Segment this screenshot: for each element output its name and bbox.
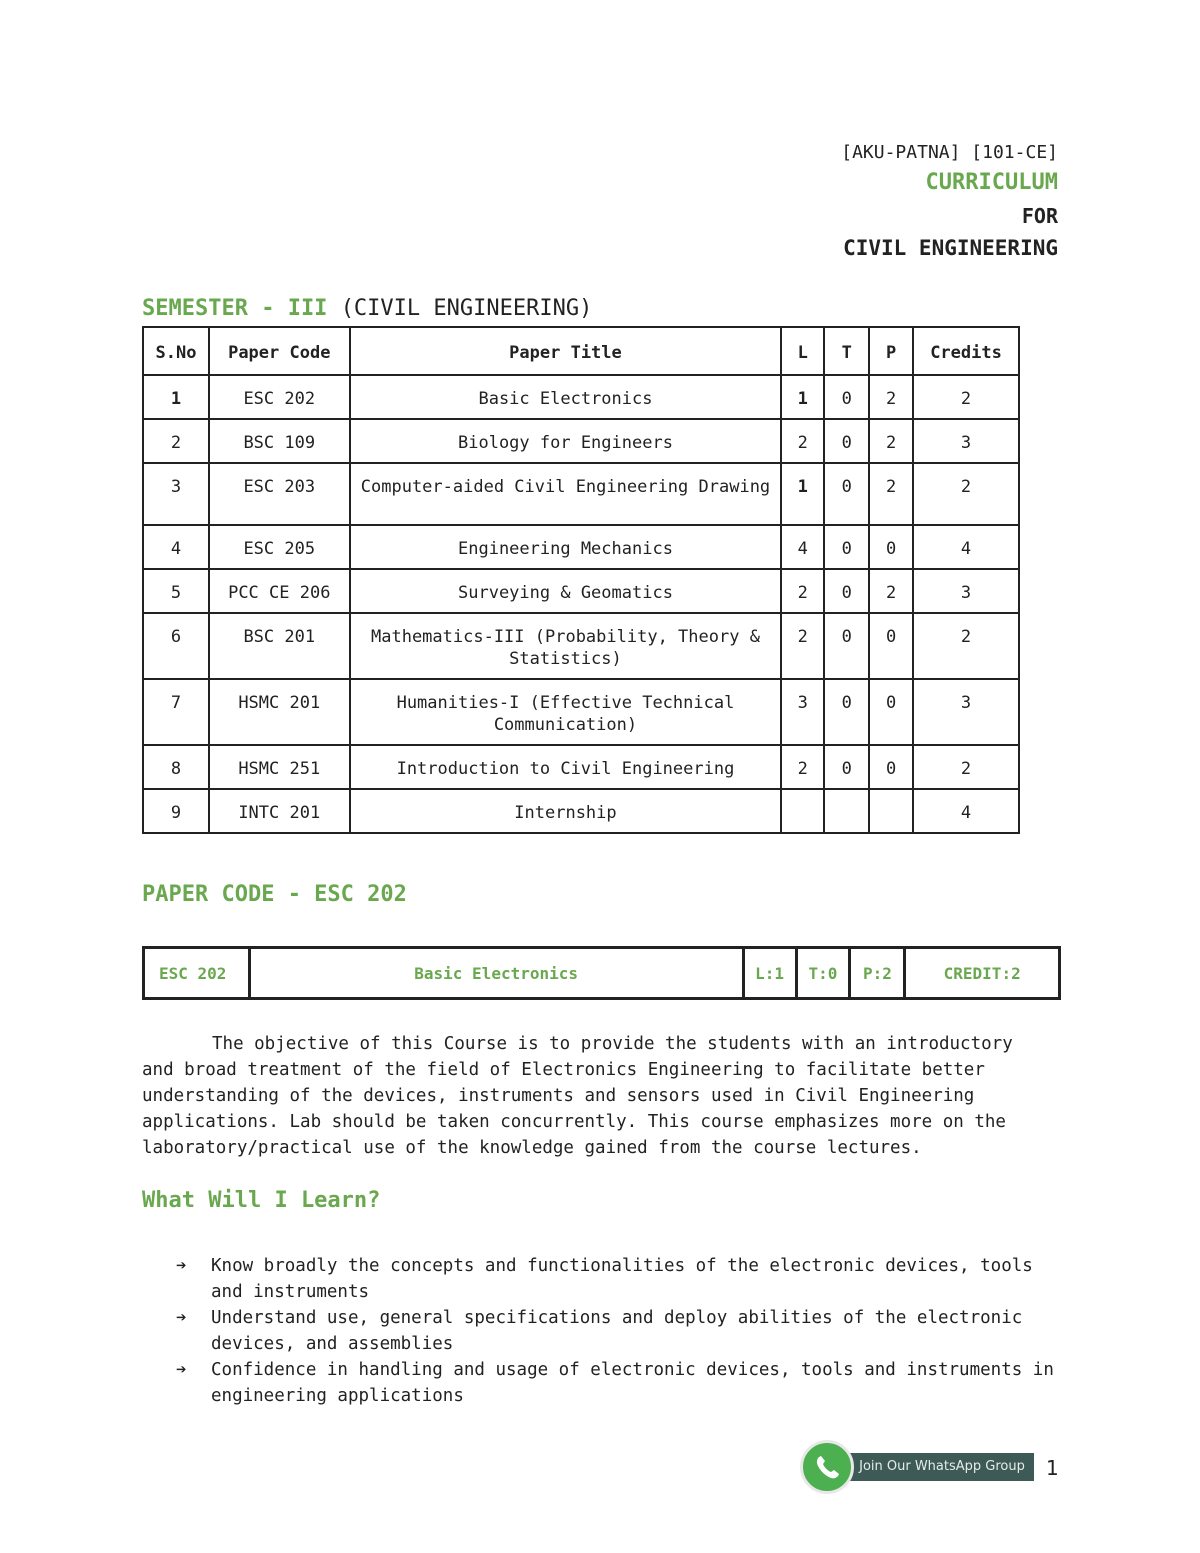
cell-t: 0 — [824, 613, 869, 679]
cell-l: 4 — [781, 525, 824, 569]
learn-list — [176, 1253, 1056, 1409]
cell-l — [781, 789, 824, 833]
header-paper-title: Paper Title — [350, 327, 782, 375]
cell-credits: 2 — [913, 745, 1019, 789]
cell-paper-title: Introduction to Civil Engineering — [350, 745, 782, 789]
cell-sno: 9 — [143, 789, 209, 833]
cell-sno: 4 — [143, 525, 209, 569]
cell-l: 2 — [781, 613, 824, 679]
cell-t: 0 — [824, 463, 869, 525]
semester-label: SEMESTER - III — [142, 296, 328, 321]
table-row — [143, 525, 1019, 569]
cell-paper-title: Basic Electronics — [350, 375, 782, 419]
learn-heading: What Will I Learn? — [142, 1188, 381, 1213]
cell-paper-title: Internship — [350, 789, 782, 833]
for-label: FOR — [1021, 204, 1058, 228]
cell-paper-title: Mathematics-III (Probability, Theory & Statistics) — [350, 613, 782, 679]
cell-p: 2 — [869, 375, 913, 419]
curriculum-title: CURRICULUM — [925, 170, 1058, 195]
list-item — [176, 1305, 1056, 1357]
list-item-text: Understand use, general specifications and deploy abilities of the electronic devices, and assemblies — [211, 1308, 1023, 1354]
cell-paper-code: ESC 203 — [209, 463, 350, 525]
cell-credits: 4 — [913, 525, 1019, 569]
cell-t: 0 — [824, 419, 869, 463]
cell-sno: 6 — [143, 613, 209, 679]
cell-t: 0 — [824, 375, 869, 419]
table-row — [143, 679, 1019, 745]
cell-credits: 2 — [913, 613, 1019, 679]
cell-p: 2 — [869, 569, 913, 613]
cell-p: 0 — [869, 745, 913, 789]
arrow-icon: ➔ — [176, 1360, 187, 1380]
paper-summary-table — [142, 946, 1061, 1000]
paper-title-cell: Basic Electronics — [249, 948, 743, 999]
cell-t: 0 — [824, 569, 869, 613]
paper-credit-cell: CREDIT:2 — [905, 948, 1060, 999]
cell-p: 2 — [869, 419, 913, 463]
header-t: T — [824, 327, 869, 375]
cell-sno: 2 — [143, 419, 209, 463]
cell-paper-code: PCC CE 206 — [209, 569, 350, 613]
cell-sno: 7 — [143, 679, 209, 745]
cell-paper-title: Humanities-I (Effective Technical Communication) — [350, 679, 782, 745]
cell-p: 2 — [869, 463, 913, 525]
whatsapp-join-banner[interactable] — [800, 1440, 1036, 1496]
whatsapp-banner-label: Join Our WhatsApp Group — [850, 1453, 1034, 1481]
document-code: [AKU-PATNA] [101-CE] — [841, 142, 1058, 163]
table-row — [143, 569, 1019, 613]
cell-credits: 3 — [913, 569, 1019, 613]
cell-paper-code: INTC 201 — [209, 789, 350, 833]
cell-t: 0 — [824, 679, 869, 745]
table-header-row — [143, 327, 1019, 375]
cell-p — [869, 789, 913, 833]
cell-paper-code: BSC 201 — [209, 613, 350, 679]
table-row — [143, 745, 1019, 789]
cell-credits: 3 — [913, 679, 1019, 745]
cell-credits: 2 — [913, 463, 1019, 525]
cell-sno: 1 — [143, 375, 209, 419]
header-l: L — [781, 327, 824, 375]
paper-code-heading: PAPER CODE - ESC 202 — [142, 882, 407, 907]
cell-l: 1 — [781, 463, 824, 525]
paper-p-cell: P:2 — [850, 948, 905, 999]
list-item-text: Confidence in handling and usage of electronic devices, tools and instruments in engineering applications — [211, 1360, 1054, 1406]
phone-icon — [803, 1443, 851, 1491]
cell-t: 0 — [824, 745, 869, 789]
table-row — [143, 613, 1019, 679]
cell-l: 1 — [781, 375, 824, 419]
cell-credits: 3 — [913, 419, 1019, 463]
cell-credits: 2 — [913, 375, 1019, 419]
cell-credits: 4 — [913, 789, 1019, 833]
semester-dept: (CIVIL ENGINEERING) — [340, 296, 593, 321]
paper-t-cell: T:0 — [796, 948, 850, 999]
cell-p: 0 — [869, 525, 913, 569]
cell-paper-code: HSMC 251 — [209, 745, 350, 789]
table-row — [143, 375, 1019, 419]
cell-t: 0 — [824, 525, 869, 569]
header-p: P — [869, 327, 913, 375]
paper-code-cell: ESC 202 — [144, 948, 250, 999]
cell-paper-title: Engineering Mechanics — [350, 525, 782, 569]
cell-sno: 3 — [143, 463, 209, 525]
table-row — [143, 463, 1019, 525]
arrow-icon: ➔ — [176, 1256, 187, 1276]
paper-summary-row — [144, 948, 1060, 999]
cell-paper-code: BSC 109 — [209, 419, 350, 463]
header-credits: Credits — [913, 327, 1019, 375]
list-item — [176, 1253, 1056, 1305]
curriculum-table — [142, 326, 1020, 834]
header-sno: S.No — [143, 327, 209, 375]
cell-paper-code: ESC 202 — [209, 375, 350, 419]
table-row — [143, 419, 1019, 463]
cell-paper-code: HSMC 201 — [209, 679, 350, 745]
list-item — [176, 1357, 1056, 1409]
whatsapp-icon — [800, 1440, 854, 1494]
cell-sno: 5 — [143, 569, 209, 613]
page-number: 1 — [1046, 1456, 1059, 1480]
list-item-text: Know broadly the concepts and functionalities of the electronic devices, tools and instruments — [211, 1256, 1033, 1302]
cell-l: 2 — [781, 745, 824, 789]
cell-l: 2 — [781, 569, 824, 613]
cell-paper-code: ESC 205 — [209, 525, 350, 569]
semester-heading — [142, 296, 592, 321]
department-title: CIVIL ENGINEERING — [843, 236, 1058, 260]
cell-l: 3 — [781, 679, 824, 745]
paper-l-cell: L:1 — [743, 948, 796, 999]
arrow-icon: ➔ — [176, 1308, 187, 1328]
cell-paper-title: Biology for Engineers — [350, 419, 782, 463]
header-paper-code: Paper Code — [209, 327, 350, 375]
cell-paper-title: Surveying & Geomatics — [350, 569, 782, 613]
objective-paragraph: The objective of this Course is to provide the students with an introductory and broad treatment of the field of Electronics Engineering to facilitate better understanding of the devices, instruments and sensors used in Civil Engineering applications. Lab should be taken concurrently. This course emphasizes more on the laboratory/practical use of the knowledge gained from the course lectures. — [142, 1034, 1013, 1158]
cell-p: 0 — [869, 613, 913, 679]
cell-t — [824, 789, 869, 833]
cell-paper-title: Computer-aided Civil Engineering Drawing — [350, 463, 782, 525]
cell-p: 0 — [869, 679, 913, 745]
cell-l: 2 — [781, 419, 824, 463]
cell-sno: 8 — [143, 745, 209, 789]
table-row — [143, 789, 1019, 833]
